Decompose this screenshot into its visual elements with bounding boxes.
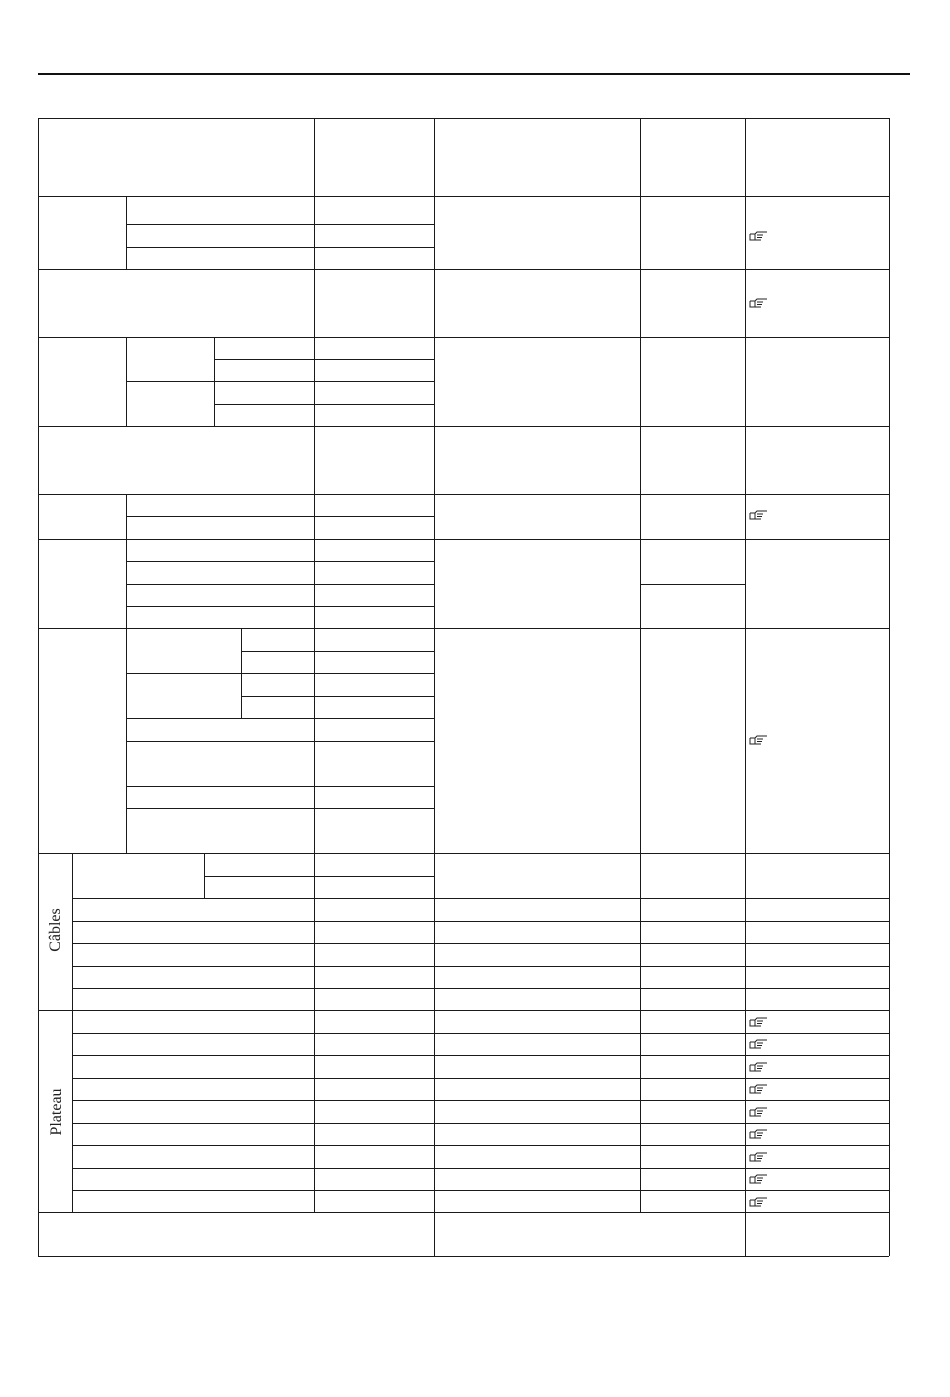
pointing-hand-icon (749, 734, 769, 746)
pointing-hand-icon (749, 1061, 769, 1073)
pointing-hand-icon (749, 1173, 769, 1185)
plateau-section-label: Plateau (48, 1088, 65, 1136)
pointing-hand-icon (749, 1083, 769, 1095)
pointing-hand-icon (749, 1016, 769, 1028)
pointing-hand-icon (749, 1038, 769, 1050)
pointing-hand-icon (749, 230, 769, 242)
pointing-hand-icon (749, 1106, 769, 1118)
pointing-hand-icon (749, 1196, 769, 1208)
cables-section-label: Câbles (47, 908, 64, 952)
pointing-hand-icon (749, 509, 769, 521)
pointing-hand-icon (749, 1128, 769, 1140)
pointing-hand-icon (749, 297, 769, 309)
pointing-hand-icon (749, 1151, 769, 1163)
